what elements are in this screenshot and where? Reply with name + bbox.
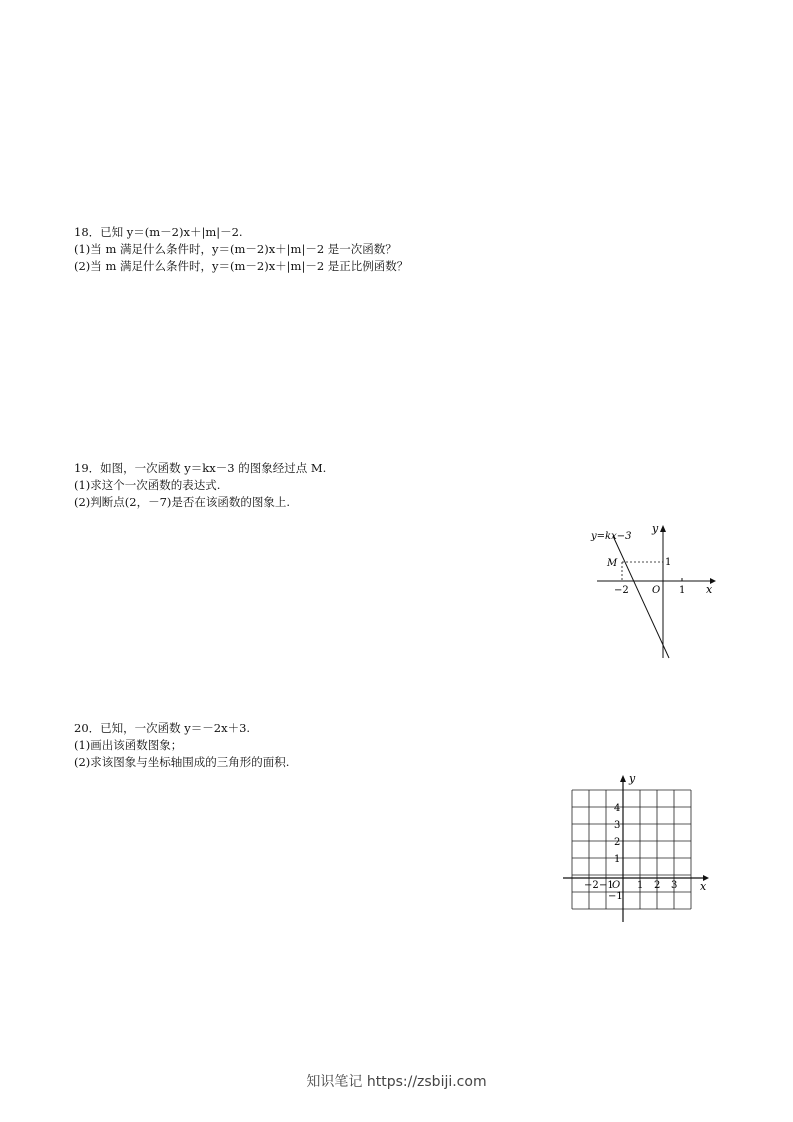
q18-stem: 18．已知 y＝(m－2)x＋|m|－2.	[74, 225, 243, 239]
y-axis-label: y	[629, 772, 636, 785]
q20-stem: 20．已知，一次函数 y＝－2x＋3.	[74, 721, 251, 735]
x-axis-label: x	[706, 583, 713, 596]
x-tick-1: 1	[637, 880, 644, 891]
question-18	[74, 224, 408, 275]
origin-label: O	[652, 585, 661, 596]
line-label: y=kx−3	[591, 531, 632, 542]
x-tick-neg1: −1	[599, 880, 614, 891]
y-tick-2: 2	[614, 837, 621, 848]
y-axis-label: y	[652, 522, 659, 535]
origin-label: O	[612, 880, 621, 891]
q20-part1: (1)画出该函数图象；	[74, 738, 183, 752]
footer-watermark: 知识笔记 https://zsbiji.com	[306, 1074, 487, 1090]
y-axis-arrow	[620, 775, 626, 782]
q19-part2: (2)判断点(2，－7)是否在该函数的图象上.	[74, 495, 291, 509]
y-tick-neg1: −1	[608, 891, 623, 902]
q19-part1: (1)求这个一次函数的表达式.	[74, 478, 221, 492]
grid	[572, 790, 691, 909]
q20-figure	[560, 770, 715, 925]
question-19	[74, 460, 326, 511]
x-tick-neg2: −2	[584, 880, 599, 891]
q18-part2: (2)当 m 满足什么条件时，y＝(m－2)x＋|m|－2 是正比例函数？	[74, 259, 409, 273]
y-axis-arrow	[660, 525, 666, 532]
q19-figure	[585, 520, 720, 665]
x-tick-2: 2	[654, 880, 661, 891]
q18-part1: (1)当 m 满足什么条件时，y＝(m－2)x＋|m|－2 是一次函数？	[74, 242, 397, 256]
x-tick-3: 3	[671, 880, 678, 891]
tick-x-1: 1	[679, 585, 686, 596]
tick-y-1: 1	[665, 557, 672, 568]
tick-x-neg2: −2	[614, 585, 629, 596]
y-tick-4: 4	[614, 803, 621, 814]
q19-stem: 19．如图，一次函数 y＝kx－3 的图象经过点 M.	[74, 461, 327, 475]
function-line	[613, 536, 672, 658]
question-20	[74, 720, 289, 771]
q20-part2: (2)求该图象与坐标轴围成的三角形的面积.	[74, 755, 290, 769]
point-m-label: M	[607, 558, 618, 569]
x-axis-label: x	[700, 880, 707, 893]
y-tick-1: 1	[614, 854, 621, 865]
y-tick-3: 3	[614, 820, 621, 831]
